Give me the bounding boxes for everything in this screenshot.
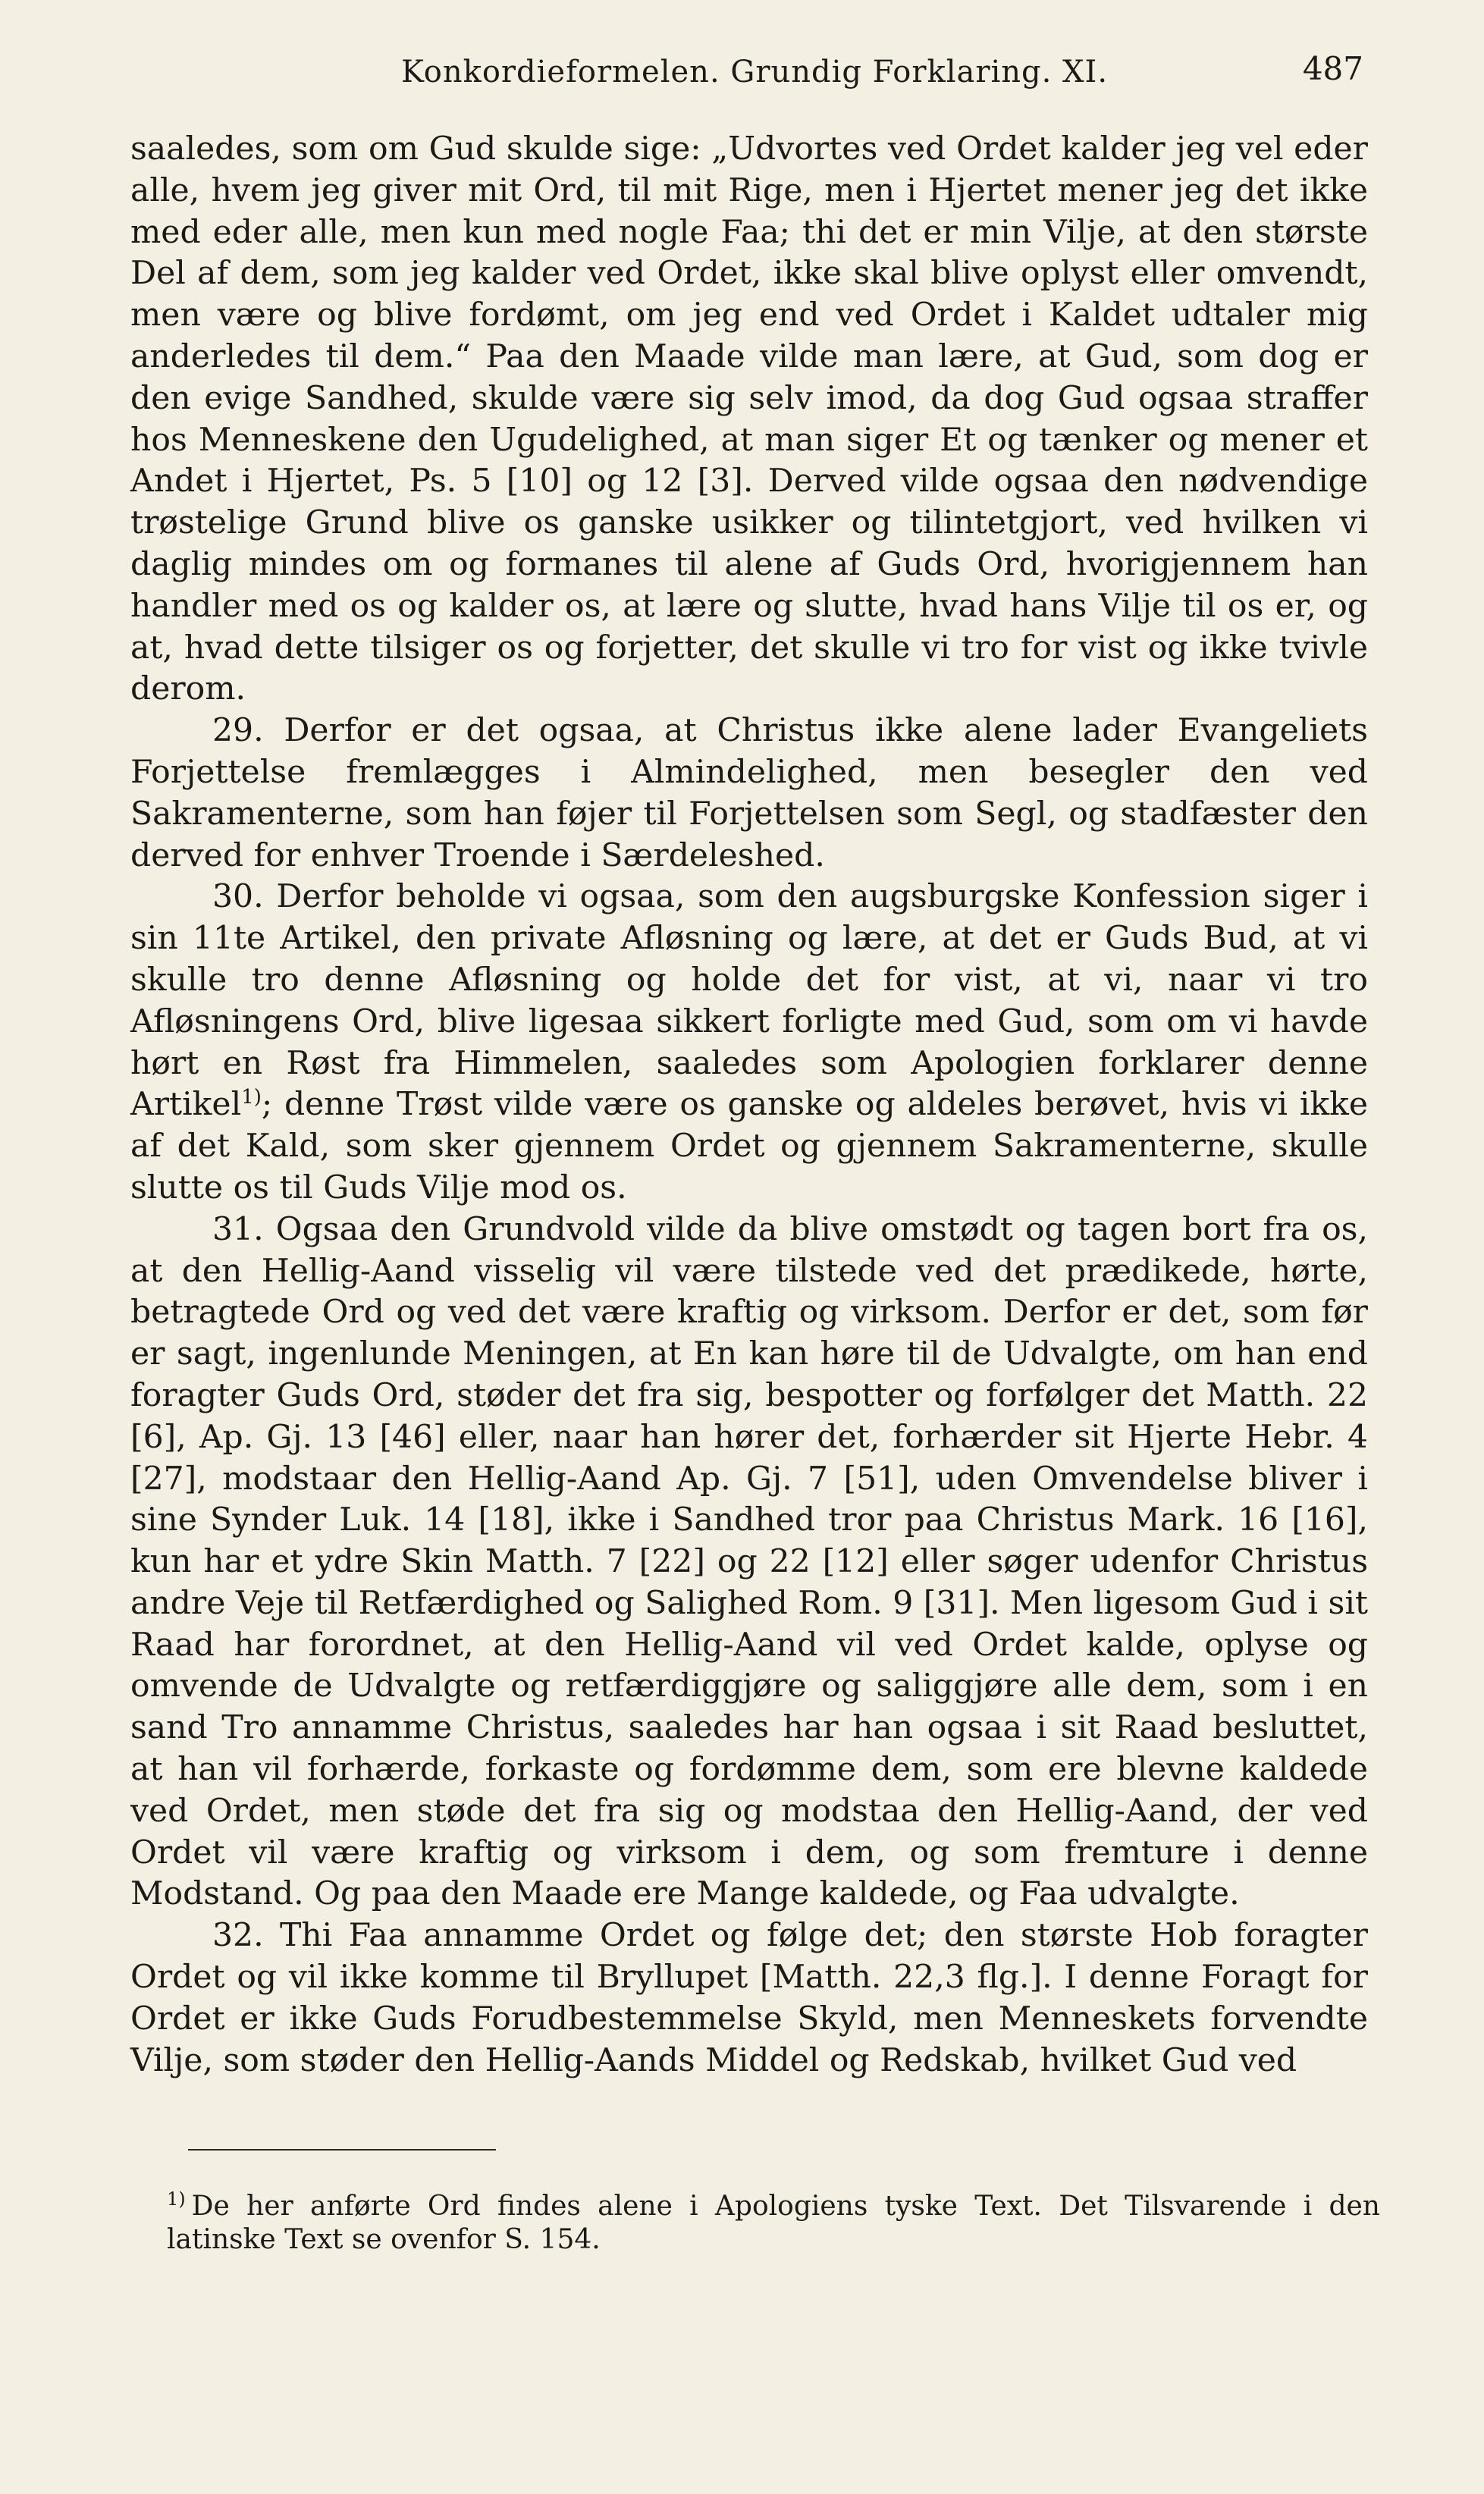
paragraph-30 <box>130 877 1368 1209</box>
footnote-text: De her anførte Ord findes alene i Apologiens tyske Text. Det Tilsvarende i den latinske Text se ovenfor S. 154. <box>167 2191 1380 2255</box>
paragraph-30-text: 30. Derfor beholde vi ogsaa, som den augsburgske Konfession siger i sin 11te Artikel, den private Afløsning og lære, at det er Guds Bud, at vi skulle tro denne Afløsning og holde det for vist, at vi, naar vi tro Afløsningens Ord, blive ligesaa sikkert forligte med Gud, som om vi havde hørt en Røst fra Himmelen, saaledes som Apologien forklarer denne Artikel <box>130 878 1368 1124</box>
paragraph-29: 29. Derfor er det ogsaa, at Christus ikke alene lader Evangeliets Forjettelse fremlægges i Almindelighed, men besegler den ved Sakramenterne, som han føjer til Forjettelsen som Segl, og stadfæster den derved for enhver Troende i Særdeleshed. <box>130 712 1368 874</box>
paragraph-31: 31. Ogsaa den Grundvold vilde da blive omstødt og tagen bort fra os, at den Hellig-Aand visselig vil være tilstede ved det prædikede, hørte, betragtede Ord og ved det være kraftig og virksom. Derfor er det, som før er sagt, ingenlunde Meningen, at En kan høre til de Udvalgte, om han end foragter Guds Ord, støder det fra sig, bespotter og forfølger det Matth. 22 [6], Ap. Gj. 13 [46] eller, naar han hører det, forhærder sit Hjerte Hebr. 4 [27], modstaar den Hellig-Aand Ap. Gj. 7 [51], uden Omvendelse bliver i sine Synder Luk. 14 [18], ikke i Sandhed tror paa Christus Mark. 16 [16], kun har et ydre Skin Matth. 7 [22] og 22 [12] eller søger udenfor Christus andre Veje til Retfærdighed og Salighed Rom. 9 [31]. Men ligesom Gud i sit Raad har forordnet, at den Hellig-Aand vil ved Ordet kalde, oplyse og omvende de Udvalgte og retfærdiggjøre og saliggjøre alle dem, som i en sand Tro annamme Christus, saaledes har han ogsaa i sit Raad besluttet, at han vil forhærde, forkaste og fordømme dem, som ere blevne kaldede ved Ordet, men støde det fra sig og modstaa den Hellig-Aand, der ved Ordet vil være kraftig og virksom i dem, og som fremture i denne Modstand. Og paa den Maade ere Mange kaldede, og Faa udvalgte. <box>130 1210 1368 1913</box>
page-number: 487 <box>1302 50 1363 87</box>
footnote <box>167 2182 1380 2257</box>
page-header <box>129 47 1380 100</box>
footnote-reference[interactable]: 1) <box>241 1086 262 1109</box>
paragraph-30-text-continued: ; denne Trøst vilde være os ganske og aldeles berøvet, hvis vi ikke af det Kald, som sker gjennem Ordet og gjennem Sakramenterne, skulle slutte os til Guds Vilje mod os. <box>130 1086 1368 1206</box>
paragraph-32: 32. Thi Faa annamme Ordet og følge det; den største Hob foragter Ordet og vil ikke komme til Bryllupet [Matth. 22,3 flg.]. I denne Foragt for Ordet er ikke Guds Forudbestemmelse Skyld, men Menneskets forvendte Vilje, som støder den Hellig-Aands Middel og Redskab, hvilket Gud ved <box>130 1917 1368 2079</box>
footnote-separator <box>188 2149 496 2150</box>
footnote-marker: 1) <box>167 2188 186 2210</box>
running-head: Konkordieformelen. Grundig Forklaring. XI. <box>400 55 1109 89</box>
body-text <box>130 129 1368 2081</box>
paragraph-continued: saaledes, som om Gud skulde sige: „Udvortes ved Ordet kalder jeg vel eder alle, hvem jeg giver mit Ord, til mit Rige, men i Hjertet mener jeg det ikke med eder alle, men kun med nogle Faa; thi det er min Vilje, at den største Del af dem, som jeg kalder ved Ordet, ikke skal blive oplyst eller omvendt, men være og blive fordømt, om jeg end ved Ordet i Kaldet udtaler mig anderledes til dem.“ Paa den Maade vilde man lære, at Gud, som dog er den evige Sandhed, skulde være sig selv imod, da dog Gud ogsaa straffer hos Menneskene den Ugudelighed, at man siger Et og tænker og mener et Andet i Hjertet, Ps. 5 [10] og 12 [3]. Derved vilde ogsaa den nødvendige trøstelige Grund blive os ganske usikker og tilintetgjort, ved hvilken vi daglig mindes om og formanes til alene af Guds Ord, hvorigjennem han handler med os og kalder os, at lære og slutte, hvad hans Vilje til os er, og at, hvad dette tilsiger os og forjetter, det skulle vi tro for vist og ikke tvivle derom. <box>130 130 1368 708</box>
